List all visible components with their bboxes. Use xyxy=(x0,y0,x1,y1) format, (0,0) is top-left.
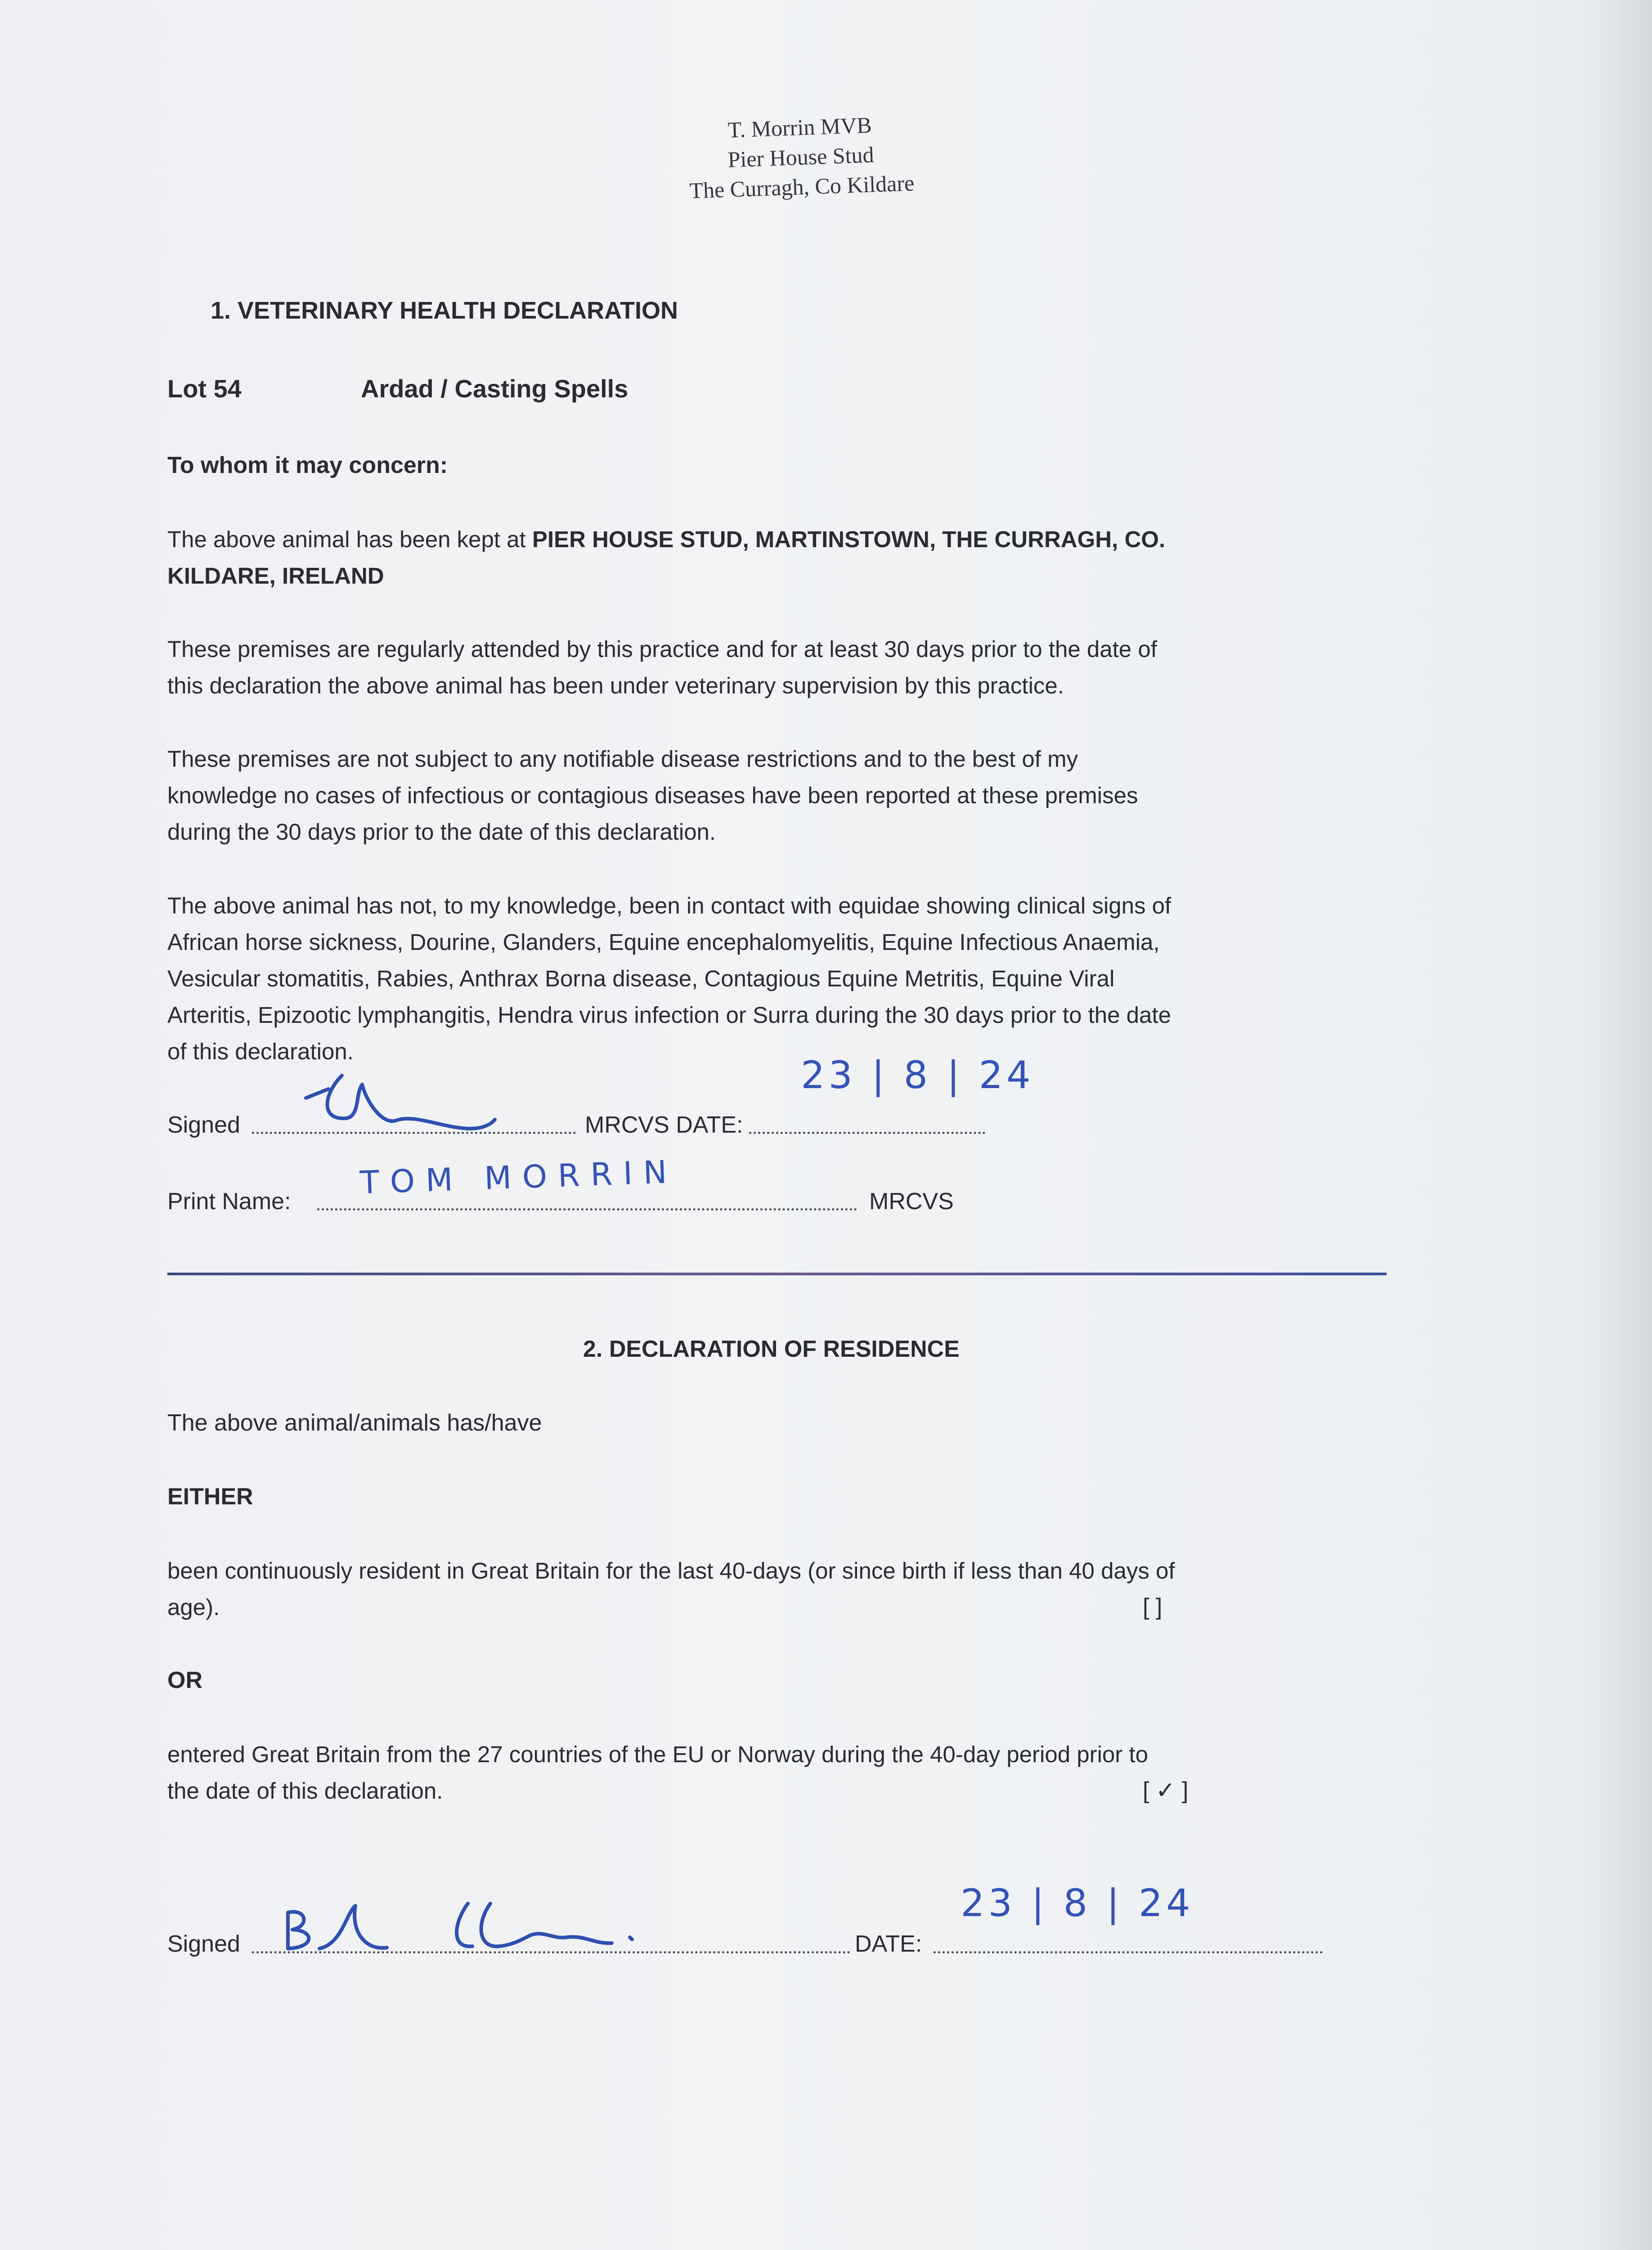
salutation: To whom it may concern: xyxy=(167,452,448,478)
kept-at-prefix: The above animal has been kept at xyxy=(167,526,532,552)
kept-at-location: PIER HOUSE STUD, MARTINSTOWN, THE CURRAGH, CO. xyxy=(532,526,1166,552)
kept-at-paragraph xyxy=(167,521,1382,594)
section-divider xyxy=(167,1273,1387,1275)
paragraph-line: been continuously resident in Great Britain for the last 40-days (or since birth if less than 40 days of xyxy=(167,1558,1175,1584)
letterhead-name: T. Morrin MVB xyxy=(727,112,872,143)
owner-date-handwritten: 23 | 8 | 24 xyxy=(961,1881,1194,1925)
paragraph-line: These premises are regularly attended by this practice and for at least 30 days prior to the date of xyxy=(167,636,1157,662)
paragraph-line: of this declaration. xyxy=(167,1039,354,1064)
restrictions-paragraph xyxy=(167,741,1382,850)
letterhead-address: The Curragh, Co Kildare xyxy=(689,170,915,203)
paragraph-line: this declaration the above animal has been under veterinary supervision by this practice. xyxy=(167,673,1064,698)
lot-number: Lot 54 xyxy=(167,374,242,403)
print-name-label: Print Name: xyxy=(167,1188,291,1215)
vet-signature xyxy=(279,1066,558,1150)
option-entered-checkbox[interactable]: [ ✓ ] xyxy=(1143,1778,1189,1804)
option-resident-checkbox[interactable]: [ ] xyxy=(1143,1594,1163,1620)
vet-signed-label: Signed xyxy=(167,1112,240,1138)
paragraph-line: The above animal has not, to my knowledge, been in contact with equidae showing clinical signs of xyxy=(167,893,1172,918)
either-label: EITHER xyxy=(167,1484,253,1510)
owner-signed-label: Signed xyxy=(167,1931,240,1957)
scan-edge-shadow xyxy=(1594,0,1652,2250)
paragraph-line: during the 30 days prior to the date of this declaration. xyxy=(167,819,716,845)
lot-name: Ardad / Casting Spells xyxy=(361,374,628,403)
supervision-paragraph xyxy=(167,631,1382,704)
paragraph-line: knowledge no cases of infectious or contagious diseases have been reported at these premises xyxy=(167,783,1138,808)
section1-heading: 1. VETERINARY HEALTH DECLARATION xyxy=(211,297,678,324)
vet-date-line xyxy=(749,1132,985,1134)
letterhead-stud: Pier House Stud xyxy=(727,142,875,172)
option-entered-paragraph xyxy=(167,1736,1382,1809)
paragraph-line: age). xyxy=(167,1594,220,1620)
owner-date-label: DATE: xyxy=(855,1931,922,1957)
kept-at-location-line2: KILDARE, IRELAND xyxy=(167,563,384,589)
paragraph-line: Arteritis, Epizootic lymphangitis, Hendra virus infection or Surra during the 30 days prior to the date xyxy=(167,1002,1171,1028)
print-name-line xyxy=(317,1208,857,1210)
paragraph-line: entered Great Britain from the 27 countries of the EU or Norway during the 40-day period prior to xyxy=(167,1742,1148,1767)
owner-date-line xyxy=(934,1951,1323,1953)
or-label: OR xyxy=(167,1667,202,1693)
paragraph-line: the date of this declaration. xyxy=(167,1778,443,1804)
paragraph-line: Vesicular stomatitis, Rabies, Anthrax Borna disease, Contagious Equine Metritis, Equine Viral xyxy=(167,966,1115,991)
residence-intro: The above animal/animals has/have xyxy=(167,1410,542,1436)
option-resident-paragraph xyxy=(167,1552,1382,1625)
vet-date-handwritten: 23 | 8 | 24 xyxy=(801,1053,1034,1097)
paragraph-line: These premises are not subject to any notifiable disease restrictions and to the best of my xyxy=(167,746,1078,772)
mrcvs-date-label: MRCVS DATE: xyxy=(585,1112,743,1138)
mrcvs-suffix: MRCVS xyxy=(869,1188,954,1215)
letterhead xyxy=(575,105,1027,210)
paragraph-line: African horse sickness, Dourine, Glanders, Equine encephalomyelitis, Equine Infectious Anaemia, xyxy=(167,929,1160,955)
owner-signature xyxy=(279,1894,702,1969)
disease-contact-paragraph xyxy=(167,887,1382,1070)
section2-heading: 2. DECLARATION OF RESIDENCE xyxy=(583,1336,960,1362)
print-name-handwritten: TOM MORRIN xyxy=(359,1153,678,1202)
